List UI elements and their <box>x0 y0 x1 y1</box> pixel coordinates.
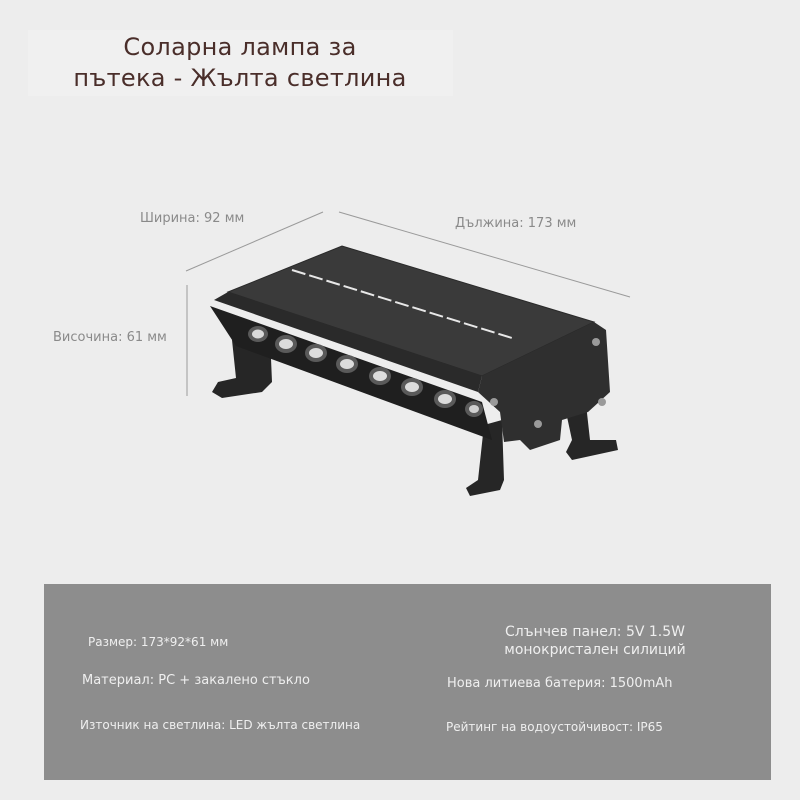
led-lens <box>252 330 264 339</box>
led-lens <box>340 359 354 369</box>
spec-battery: Нова литиева батерия: 1500mAh <box>447 676 673 691</box>
spec-waterproof: Рейтинг на водоустойчивост: IP65 <box>446 720 663 734</box>
width-dimension-label: Ширина: 92 мм <box>140 211 245 226</box>
height-dimension-label: Височина: 61 мм <box>53 330 167 345</box>
product-title-line2: пътека - Жълта светлина <box>73 64 407 92</box>
led-lens <box>405 382 419 392</box>
led-lens <box>373 371 387 381</box>
length-dimension-label: Дължина: 173 мм <box>455 216 577 231</box>
spec-size: Размер: 173*92*61 мм <box>88 635 229 649</box>
product-title-line1: Соларна лампа за <box>123 33 357 61</box>
led-lens <box>309 348 323 358</box>
screw <box>490 398 498 406</box>
screw <box>598 398 606 406</box>
screw <box>592 338 600 346</box>
spec-material: Материал: PC + закалено стъкло <box>82 673 310 688</box>
spec-solar-panel-line1: Слънчев панел: 5V 1.5W <box>504 624 685 640</box>
led-lens <box>279 339 293 349</box>
spec-light-source: Източник на светлина: LED жълта светлина <box>80 718 361 732</box>
led-lens <box>438 394 452 404</box>
screw <box>534 420 542 428</box>
led-lens <box>469 405 479 413</box>
spec-solar-panel-line2: монокристален силиций <box>504 642 686 658</box>
